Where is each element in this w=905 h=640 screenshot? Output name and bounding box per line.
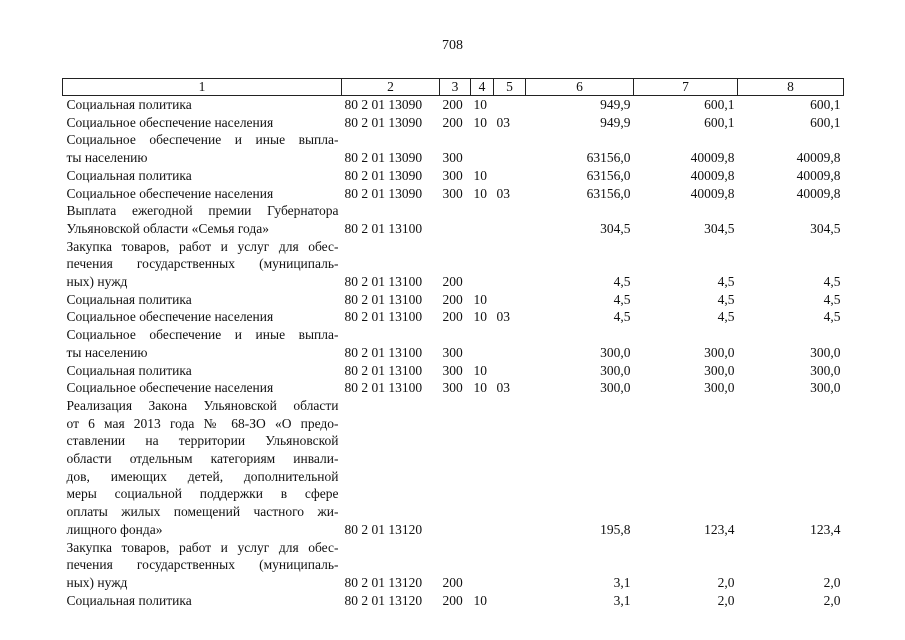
- amount-column-7: 4,5: [717, 274, 735, 290]
- amount-column-8: 304,5: [810, 220, 841, 236]
- row-description: [63, 185, 342, 203]
- section-code: [471, 131, 494, 166]
- description-line: ных) нужд: [66, 574, 128, 590]
- amount-column-8: 300,0: [810, 344, 841, 360]
- amount-column-7: 2,0: [717, 574, 735, 590]
- amount-column-8: 4,5: [823, 274, 841, 290]
- description-line: Социальное обеспечение населения: [66, 309, 274, 325]
- row-description: [63, 238, 342, 291]
- row-description: [63, 379, 342, 397]
- section-code: 10: [473, 309, 487, 325]
- table-row: [63, 539, 844, 592]
- section-code: [471, 202, 494, 237]
- budget-code: 80 2 01 13090: [344, 114, 423, 130]
- amount-column-7: 40009,8: [690, 150, 735, 166]
- amount-column-7: 40009,8: [690, 167, 735, 183]
- amount-column-8: 4,5: [823, 291, 841, 307]
- table-row: [63, 114, 844, 132]
- expense-type-code: 200: [442, 309, 463, 325]
- expense-type-code: 300: [442, 380, 463, 396]
- description-line: Социальная политика: [66, 167, 192, 183]
- expense-type-code: 200: [442, 592, 463, 608]
- budget-code: 80 2 01 13090: [344, 185, 423, 201]
- table-row: [63, 379, 844, 397]
- subsection-code: 03: [496, 114, 510, 130]
- amount-column-6: 3,1: [613, 574, 631, 590]
- column-header: 7: [634, 79, 738, 96]
- row-description: [63, 96, 342, 114]
- description-line: лищного фонда»: [66, 521, 163, 537]
- amount-column-7: 300,0: [704, 380, 735, 396]
- subsection-code: 03: [496, 185, 510, 201]
- description-line: ставлении на территории Ульяновской: [66, 433, 339, 449]
- section-code: 10: [473, 291, 487, 307]
- description-line: Социальное обеспечение и иные выпла-: [66, 327, 339, 343]
- subsection-code: [494, 167, 526, 185]
- table-row: [63, 238, 844, 291]
- row-description: [63, 397, 342, 539]
- column-header: 1: [63, 79, 342, 96]
- description-line: оплаты жилых помещений частного жи-: [66, 504, 339, 520]
- expense-type-code: 200: [442, 274, 463, 290]
- amount-column-6: 300,0: [600, 362, 631, 378]
- section-code: 10: [473, 380, 487, 396]
- row-description: [63, 114, 342, 132]
- budget-code: 80 2 01 13120: [344, 521, 423, 537]
- budget-code: 80 2 01 13100: [344, 291, 423, 307]
- subsection-code: [494, 131, 526, 166]
- amount-column-8: 40009,8: [796, 167, 841, 183]
- page-number: 708: [442, 38, 463, 53]
- section-code: 10: [473, 185, 487, 201]
- row-description: [63, 291, 342, 309]
- description-line: печения государственных (муниципаль-: [66, 256, 339, 272]
- amount-column-7: 600,1: [704, 114, 735, 130]
- expense-type-code: 200: [442, 114, 463, 130]
- description-line: Выплата ежегодной премии Губернатора: [66, 203, 339, 219]
- section-code: [471, 238, 494, 291]
- expense-type-code: 300: [442, 344, 463, 360]
- budget-code: 80 2 01 13120: [344, 574, 423, 590]
- section-code: 10: [473, 592, 487, 608]
- amount-column-7: 600,1: [704, 97, 735, 112]
- amount-column-6: 63156,0: [586, 150, 631, 166]
- section-code: [471, 397, 494, 539]
- subsection-code: [494, 238, 526, 291]
- row-description: [63, 202, 342, 237]
- amount-column-7: 2,0: [717, 592, 735, 608]
- subsection-code: [494, 539, 526, 592]
- amount-column-8: 300,0: [810, 362, 841, 378]
- budget-code: 80 2 01 13090: [344, 97, 423, 112]
- budget-code: 80 2 01 13090: [344, 167, 423, 183]
- row-description: [63, 362, 342, 380]
- budget-code: 80 2 01 13100: [344, 362, 423, 378]
- subsection-code: 03: [496, 380, 510, 396]
- budget-code: 80 2 01 13100: [344, 309, 423, 325]
- row-description: [63, 592, 342, 610]
- amount-column-6: 3,1: [613, 592, 631, 608]
- description-line: дов, имеющих детей, дополнительной: [66, 468, 339, 484]
- amount-column-6: 949,9: [600, 114, 631, 130]
- section-code: 10: [473, 362, 487, 378]
- description-line: ты населению: [66, 344, 148, 360]
- description-line: Закупка товаров, работ и услуг для обес-: [66, 238, 339, 254]
- column-header: 3: [440, 79, 471, 96]
- section-code: [471, 326, 494, 361]
- amount-column-6: 300,0: [600, 380, 631, 396]
- table-row: [63, 202, 844, 237]
- table-row: [63, 185, 844, 203]
- table-row: [63, 362, 844, 380]
- subsection-code: 03: [496, 309, 510, 325]
- description-line: Социальное обеспечение населения: [66, 114, 274, 130]
- amount-column-7: 4,5: [717, 309, 735, 325]
- amount-column-7: 123,4: [704, 521, 735, 537]
- subsection-code: [494, 291, 526, 309]
- budget-code: 80 2 01 13100: [344, 274, 423, 290]
- description-line: Социальное обеспечение населения: [66, 185, 274, 201]
- amount-column-8: 600,1: [810, 97, 841, 112]
- amount-column-8: 2,0: [823, 592, 841, 608]
- amount-column-7: 300,0: [704, 362, 735, 378]
- amount-column-8: 600,1: [810, 114, 841, 130]
- row-description: [63, 167, 342, 185]
- column-header: 6: [526, 79, 634, 96]
- table-row: [63, 592, 844, 610]
- subsection-code: [494, 362, 526, 380]
- description-line: от 6 мая 2013 года № 68-ЗО «О предо-: [66, 415, 339, 431]
- amount-column-6: 304,5: [600, 220, 631, 236]
- budget-table: [62, 78, 844, 609]
- subsection-code: [494, 96, 526, 114]
- description-line: меры социальной поддержки в сфере: [66, 486, 339, 502]
- amount-column-6: 4,5: [613, 291, 631, 307]
- table-row: [63, 131, 844, 166]
- amount-column-7: 40009,8: [690, 185, 735, 201]
- amount-column-6: 949,9: [600, 97, 631, 112]
- subsection-code: [494, 326, 526, 361]
- expense-type-code: 200: [442, 291, 463, 307]
- description-line: Закупка товаров, работ и услуг для обес-: [66, 539, 339, 555]
- row-description: [63, 308, 342, 326]
- amount-column-6: 63156,0: [586, 167, 631, 183]
- amount-column-8: 4,5: [823, 309, 841, 325]
- budget-code: 80 2 01 13100: [344, 380, 423, 396]
- budget-code: 80 2 01 13090: [344, 150, 423, 166]
- table-header-row: [63, 79, 844, 96]
- subsection-code: [494, 202, 526, 237]
- table-row: [63, 308, 844, 326]
- amount-column-8: 300,0: [810, 380, 841, 396]
- table-row: [63, 96, 844, 114]
- amount-column-6: 4,5: [613, 274, 631, 290]
- description-line: Социальная политика: [66, 362, 192, 378]
- expense-type-code: 200: [442, 574, 463, 590]
- expense-type-code: 200: [442, 97, 463, 112]
- description-line: ты населению: [66, 150, 148, 166]
- column-header: 2: [342, 79, 440, 96]
- description-line: Социальная политика: [66, 592, 192, 608]
- row-description: [63, 539, 342, 592]
- amount-column-8: 40009,8: [796, 185, 841, 201]
- amount-column-8: 2,0: [823, 574, 841, 590]
- table-row: [63, 397, 844, 539]
- table-row: [63, 167, 844, 185]
- description-line: Социальное обеспечение населения: [66, 380, 274, 396]
- row-description: [63, 326, 342, 361]
- amount-column-7: 4,5: [717, 291, 735, 307]
- description-line: печения государственных (муниципаль-: [66, 557, 339, 573]
- row-description: [63, 131, 342, 166]
- budget-code: 80 2 01 13100: [344, 220, 423, 236]
- budget-code: 80 2 01 13100: [344, 344, 423, 360]
- column-header: 4: [471, 79, 494, 96]
- description-line: Социальное обеспечение и иные выпла-: [66, 132, 339, 148]
- description-line: Социальная политика: [66, 291, 192, 307]
- description-line: Социальная политика: [66, 97, 192, 112]
- table-row: [63, 291, 844, 309]
- column-header: 5: [494, 79, 526, 96]
- amount-column-6: 195,8: [600, 521, 631, 537]
- expense-type-code: 300: [442, 167, 463, 183]
- amount-column-7: 300,0: [704, 344, 735, 360]
- budget-code: 80 2 01 13120: [344, 592, 423, 608]
- amount-column-6: 300,0: [600, 344, 631, 360]
- description-line: Реализация Закона Ульяновской области: [66, 397, 339, 413]
- expense-type-code: [440, 202, 471, 237]
- table-row: [63, 326, 844, 361]
- amount-column-7: 304,5: [704, 220, 735, 236]
- expense-type-code: 300: [442, 185, 463, 201]
- section-code: 10: [473, 114, 487, 130]
- section-code: 10: [473, 97, 487, 112]
- description-line: Ульяновской области «Семья года»: [66, 220, 269, 236]
- amount-column-8: 40009,8: [796, 150, 841, 166]
- expense-type-code: 300: [442, 150, 463, 166]
- column-header: 8: [738, 79, 844, 96]
- amount-column-6: 4,5: [613, 309, 631, 325]
- amount-column-8: 123,4: [810, 521, 841, 537]
- amount-column-6: 63156,0: [586, 185, 631, 201]
- section-code: [471, 539, 494, 592]
- description-line: области отдельным категориям инвали-: [66, 451, 339, 467]
- expense-type-code: 300: [442, 362, 463, 378]
- subsection-code: [494, 397, 526, 539]
- subsection-code: [494, 592, 526, 610]
- description-line: ных) нужд: [66, 274, 128, 290]
- section-code: 10: [473, 167, 487, 183]
- expense-type-code: [440, 397, 471, 539]
